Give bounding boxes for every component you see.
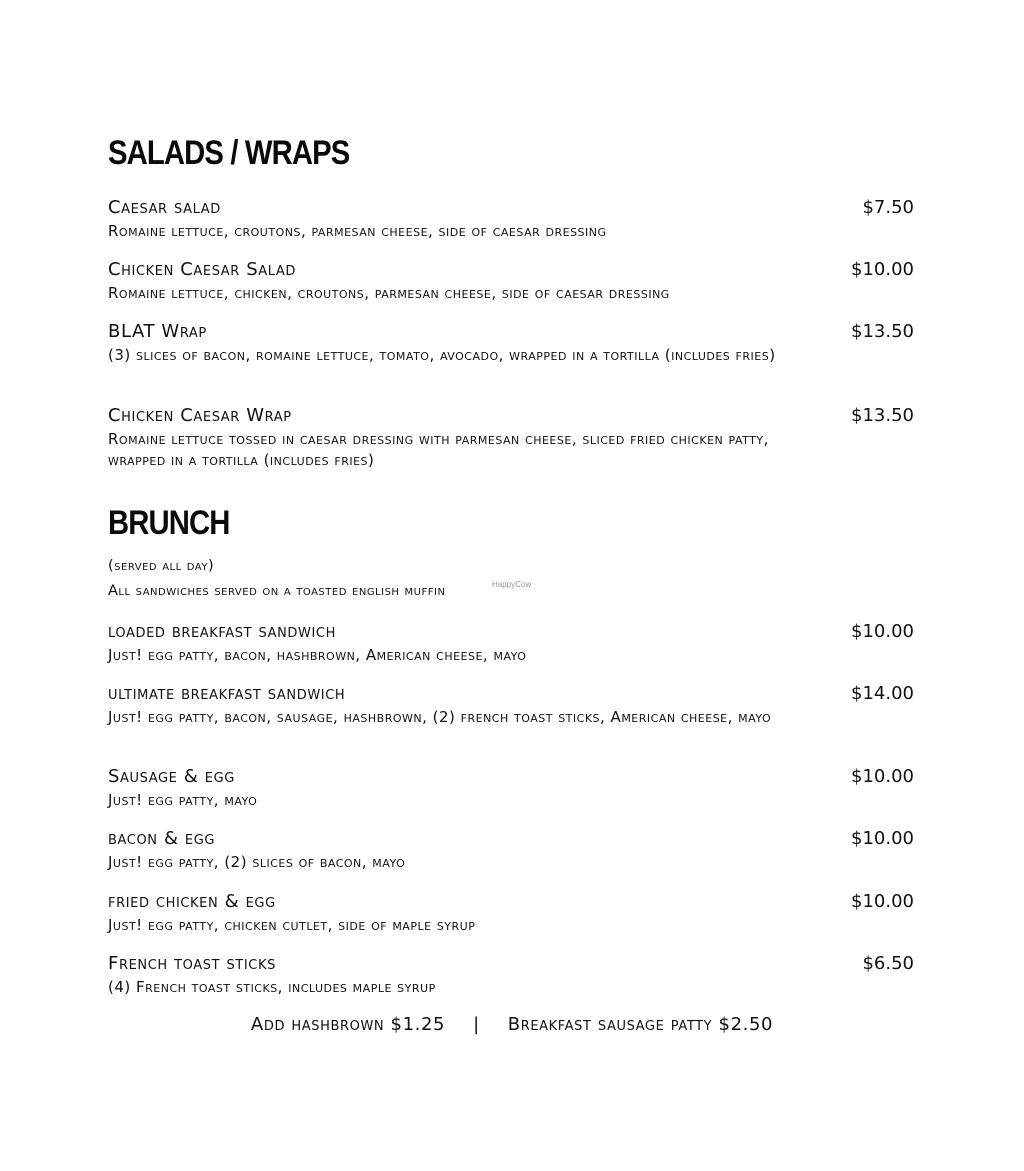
menu-item-sausage-egg [108,765,914,811]
item-name: Caesar salad [108,197,221,218]
menu-item-chicken-caesar-wrap [108,404,914,471]
item-price: $13.50 [851,321,914,342]
menu-item-fried-chicken-egg [108,890,914,936]
addon-hashbrown: Add hashbrown $1.25 [250,1014,446,1035]
menu-item-french-toast-sticks [108,952,914,998]
item-name: ultimate breakfast sandwich [108,683,346,704]
menu-item-chicken-caesar-salad [108,258,914,304]
item-description: (3) slices of bacon, romaine lettuce, tomato, avocado, wrapped in a tortilla (includes fries) [108,346,776,364]
menu-item-caesar-salad [108,196,914,242]
served-all-day-note: (served all day) [108,558,215,574]
english-muffin-note: All sandwiches served on a toasted english muffin [108,583,446,599]
happycow-watermark: HappyCow [492,580,532,589]
item-description: Just! egg patty, bacon, sausage, hashbrown, (2) french toast sticks, American cheese, mayo [108,708,772,726]
brunch-heading: BRUNCH [108,504,230,542]
item-name: bacon & egg [108,828,216,849]
item-description: Romaine lettuce, croutons, parmesan cheese, side of caesar dressing [108,222,607,240]
item-description: Just! egg patty, chicken cutlet, side of maple syrup [108,916,476,934]
item-description: Just! egg patty, mayo [108,791,258,809]
item-name: BLAT Wrap [108,321,207,342]
addons-line [0,1013,1024,1037]
item-price: $10.00 [851,891,914,912]
item-name: Chicken Caesar Wrap [108,405,292,426]
item-price: $13.50 [851,405,914,426]
item-price: $10.00 [851,828,914,849]
item-price: $6.50 [862,953,914,974]
item-price: $10.00 [851,766,914,787]
menu-item-loaded-breakfast-sandwich [108,620,914,666]
item-price: $14.00 [851,683,914,704]
item-name: French toast sticks [108,953,276,974]
addon-separator: | [473,1014,480,1035]
item-name: fried chicken & egg [108,891,276,912]
item-name: Sausage & egg [108,766,235,787]
salads-wraps-heading: SALADS / WRAPS [108,134,350,172]
item-name: loaded breakfast sandwich [108,621,336,642]
item-description: Romaine lettuce tossed in caesar dressing with parmesan cheese, sliced fried chicken patty, wrapped in a tortilla (includes fries) [108,430,769,469]
item-description: Just! egg patty, (2) slices of bacon, mayo [108,853,406,871]
item-price: $7.50 [862,197,914,218]
item-price: $10.00 [851,259,914,280]
addon-sausage-patty: Breakfast sausage patty $2.50 [507,1014,774,1035]
item-price: $10.00 [851,621,914,642]
menu-item-bacon-egg [108,827,914,873]
menu-item-ultimate-breakfast-sandwich [108,682,914,728]
item-description: Romaine lettuce, chicken, croutons, parmesan cheese, side of caesar dressing [108,284,670,302]
item-description: (4) French toast sticks, includes maple syrup [108,978,436,996]
item-description: Just! egg patty, bacon, hashbrown, American cheese, mayo [108,646,527,664]
item-name: Chicken Caesar Salad [108,259,297,280]
menu-item-blat-wrap [108,320,914,366]
